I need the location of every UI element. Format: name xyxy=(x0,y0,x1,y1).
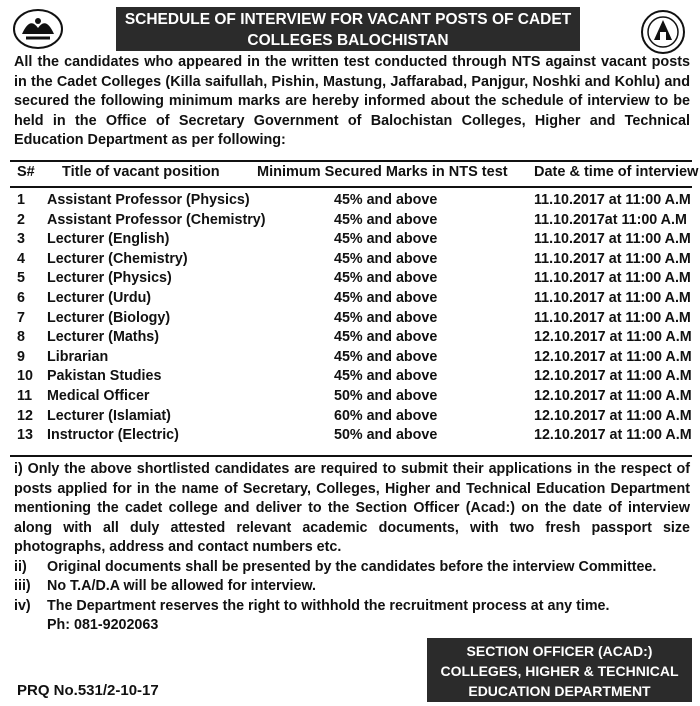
row-sno: 6 xyxy=(17,289,25,306)
row-sno: 12 xyxy=(17,407,33,424)
table-row xyxy=(0,329,700,349)
note-2-number: ii) xyxy=(14,558,27,575)
note-2 xyxy=(14,558,690,578)
schedule-table-body xyxy=(0,192,700,447)
note-3-text: No T.A/D.A will be allowed for interview. xyxy=(47,578,317,594)
row-marks: 45% and above xyxy=(334,348,438,365)
row-marks: 60% and above xyxy=(334,407,438,424)
intro-paragraph: All the candidates who appeared in the written test conducted through NTS against vacant posts in the Cadet Colleges (Killa saifullah, Pishin, Mastung, Jaffarabad, Panjgur, Noshki and Kohlu) and secured the following minimum marks are hereby informed about the schedule of interview to be held in the Office of Secretary Government of Balochistan Colleges, Higher and Technical Education Department as per following: xyxy=(14,54,690,148)
note-1: i) Only the above shortlisted candidates are required to submit their applications in the respect of posts applied for in the name of Secretary, Colleges, Higher and Technical Education Department mentioning the cadet college and deliver to the Section Officer (Acad:) on the date of interview along with all duly attested relevant academic documents, with two fresh passport size photographs, address and contact numbers etc. xyxy=(14,461,690,555)
note-4 xyxy=(14,597,690,617)
row-date: 12.10.2017 at 11:00 A.M xyxy=(534,387,692,404)
row-date: 12.10.2017 at 11:00 A.M xyxy=(534,329,692,346)
row-title: Lecturer (Islamiat) xyxy=(47,407,171,424)
row-title: Lecturer (Physics) xyxy=(47,270,172,287)
row-date: 12.10.2017 at 11:00 A.M xyxy=(534,348,692,365)
table-row xyxy=(0,192,700,212)
note-4-text: The Department reserves the right to withhold the recruitment process at any time. xyxy=(47,597,610,614)
table-row xyxy=(0,427,700,447)
row-marks: 45% and above xyxy=(334,329,438,346)
row-date: 11.10.2017 at 11:00 A.M xyxy=(534,270,691,287)
row-sno: 10 xyxy=(17,368,33,385)
row-date: 11.10.2017 at 11:00 A.M xyxy=(534,289,691,306)
header-sno: S# xyxy=(17,164,35,180)
row-marks: 45% and above xyxy=(334,368,438,385)
row-marks: 50% and above xyxy=(334,427,438,444)
row-sno: 1 xyxy=(17,192,25,208)
instructions xyxy=(14,460,690,636)
table-row xyxy=(0,408,700,428)
title-line-2: COLLEGES BALOCHISTAN xyxy=(247,32,449,49)
note-2-text: Original documents shall be presented by the candidates before the interview Committee. xyxy=(47,558,657,575)
header-date: Date & time of interview xyxy=(534,164,699,180)
table-bottom-rule xyxy=(10,455,692,457)
row-marks: 45% and above xyxy=(334,309,438,326)
table-row xyxy=(0,349,700,369)
nts-emblem-icon xyxy=(638,8,688,56)
phone-number: Ph: 081-9202063 xyxy=(47,617,159,633)
row-date: 11.10.2017at 11:00 A.M xyxy=(534,211,687,228)
row-sno: 4 xyxy=(17,250,25,267)
row-title: Assistant Professor (Chemistry) xyxy=(47,211,266,228)
header-marks: Minimum Secured Marks in NTS test xyxy=(257,164,508,180)
row-title: Assistant Professor (Physics) xyxy=(47,192,250,208)
row-sno: 5 xyxy=(17,270,25,287)
row-sno: 9 xyxy=(17,348,25,365)
row-sno: 13 xyxy=(17,427,33,444)
signature-line-3: EDUCATION DEPARTMENT xyxy=(468,683,651,699)
table-row xyxy=(0,231,700,251)
row-date: 12.10.2017 at 11:00 A.M xyxy=(534,368,692,385)
row-title: Librarian xyxy=(47,348,109,365)
row-date: 11.10.2017 at 11:00 A.M xyxy=(534,192,691,208)
signature-block xyxy=(427,638,692,702)
balochistan-emblem-icon xyxy=(12,8,64,50)
row-title: Lecturer (Maths) xyxy=(47,329,160,346)
row-marks: 50% and above xyxy=(334,387,438,404)
table-row xyxy=(0,310,700,330)
table-row xyxy=(0,388,700,408)
table-row xyxy=(0,251,700,271)
table-header xyxy=(0,164,700,184)
row-date: 12.10.2017 at 11:00 A.M xyxy=(534,427,692,444)
row-title: Medical Officer xyxy=(47,387,150,404)
row-marks: 45% and above xyxy=(334,289,438,306)
row-marks: 45% and above xyxy=(334,270,438,287)
row-title: Lecturer (Urdu) xyxy=(47,289,152,306)
signature-line-2: COLLEGES, HIGHER & TECHNICAL xyxy=(440,663,679,679)
notice-title xyxy=(116,7,580,51)
row-title: Instructor (Electric) xyxy=(47,427,179,444)
row-sno: 7 xyxy=(17,309,25,326)
row-sno: 11 xyxy=(17,387,33,404)
row-marks: 45% and above xyxy=(334,192,438,208)
table-top-rule xyxy=(10,160,692,162)
title-line-1: SCHEDULE OF INTERVIEW FOR VACANT POSTS OF CADET xyxy=(124,11,572,28)
row-marks: 45% and above xyxy=(334,211,438,228)
prq-reference: PRQ No.531/2-10-17 xyxy=(17,682,159,699)
row-date: 12.10.2017 at 11:00 A.M xyxy=(534,407,692,424)
table-header-rule xyxy=(10,186,692,188)
row-sno: 8 xyxy=(17,329,25,346)
table-row xyxy=(0,368,700,388)
row-title: Lecturer (English) xyxy=(47,231,170,248)
note-3-number: iii) xyxy=(14,578,31,594)
row-title: Pakistan Studies xyxy=(47,368,162,385)
note-4-number: iv) xyxy=(14,597,31,614)
header-title: Title of vacant position xyxy=(62,164,220,180)
row-date: 11.10.2017 at 11:00 A.M xyxy=(534,250,691,267)
table-row xyxy=(0,212,700,232)
row-sno: 3 xyxy=(17,231,25,248)
row-sno: 2 xyxy=(17,211,25,228)
row-date: 11.10.2017 at 11:00 A.M xyxy=(534,309,691,326)
row-title: Lecturer (Chemistry) xyxy=(47,250,188,267)
row-marks: 45% and above xyxy=(334,250,438,267)
signature-line-1: SECTION OFFICER (ACAD:) xyxy=(466,643,653,659)
row-title: Lecturer (Biology) xyxy=(47,309,171,326)
table-row xyxy=(0,290,700,310)
note-3 xyxy=(14,577,690,597)
row-marks: 45% and above xyxy=(334,231,438,248)
table-row xyxy=(0,270,700,290)
row-date: 11.10.2017 at 11:00 A.M xyxy=(534,231,691,248)
